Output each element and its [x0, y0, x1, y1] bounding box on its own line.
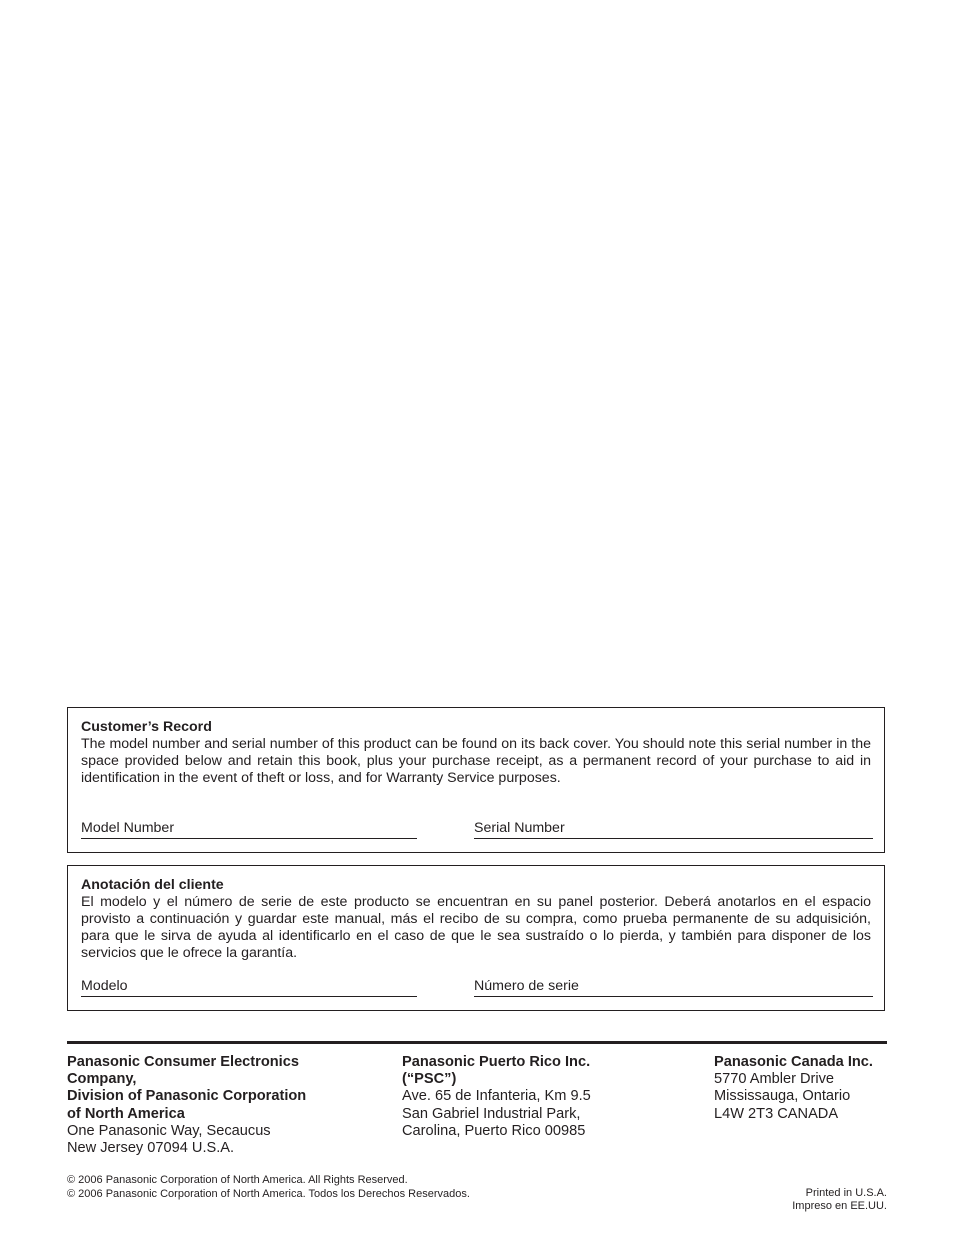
address-line: (“PSC”) — [402, 1071, 457, 1088]
address-line: L4W 2T3 CANADA — [714, 1105, 839, 1122]
numero-de-serie-field[interactable] — [474, 978, 873, 997]
modelo-field[interactable] — [81, 978, 417, 997]
printed-en: Printed in U.S.A. — [805, 1187, 887, 1199]
address-line: Panasonic Canada Inc. — [714, 1054, 873, 1070]
address-line: Division of Panasonic Corporation — [67, 1088, 307, 1105]
address-panasonic-puerto-rico — [402, 1054, 662, 1140]
model-number-label: Model Number — [81, 820, 175, 836]
address-line: Ave. 65 de Infanteria, Km 9.5 — [402, 1088, 591, 1105]
copyright-es: © 2006 Panasonic Corporation of North America. Todos los Derechos Reservados. — [67, 1187, 470, 1200]
address-panasonic-canada — [714, 1054, 894, 1123]
anotacion-cliente-box — [67, 865, 885, 1011]
address-panasonic-usa — [67, 1054, 367, 1157]
address-line: One Panasonic Way, Secaucus — [67, 1122, 271, 1139]
anotacion-body: El modelo y el número de serie de este producto se encuentran en su panel posterior. Deberá anotarlos en el espacio provisto a continuación y guardar este manual, más el recibo de su compra, como prueba permanente de su adquisición, para que le sirva de ayuda al identificarlo en el caso de que le sea sustraído o lo pierda, y también para disponer de los servicios que le ofrece la garantía. — [81, 894, 871, 961]
customers-record-body: The model number and serial number of this product can be found on its back cover. You should note this serial number in the space provided below and retain this book, plus your purchase receipt, as a permanent record of your purchase to aid in identification in the event of theft or loss, and for Warranty Service purposes. — [81, 736, 871, 786]
address-line: Mississauga, Ontario — [714, 1088, 851, 1105]
address-line: Company, — [67, 1071, 137, 1088]
address-line: Panasonic Consumer Electronics — [67, 1054, 299, 1070]
anotacion-title: Anotación del cliente — [81, 877, 224, 893]
address-line: 5770 Ambler Drive — [714, 1071, 835, 1088]
serial-number-field[interactable] — [474, 820, 873, 839]
model-number-field[interactable] — [81, 820, 417, 839]
serial-number-label: Serial Number — [474, 820, 565, 836]
printed-in — [792, 1187, 887, 1212]
address-line: New Jersey 07094 U.S.A. — [67, 1140, 235, 1157]
address-line: Carolina, Puerto Rico 00985 — [402, 1122, 586, 1139]
customers-record-box — [67, 707, 885, 853]
copyright-en: © 2006 Panasonic Corporation of North America. All Rights Reserved. — [67, 1174, 408, 1186]
address-line: of North America — [67, 1105, 185, 1122]
numero-de-serie-label: Número de serie — [474, 978, 579, 994]
customers-record-title: Customer’s Record — [81, 719, 212, 735]
copyright-notice — [67, 1174, 470, 1201]
divider-rule — [67, 1041, 887, 1044]
address-line: San Gabriel Industrial Park, — [402, 1105, 581, 1122]
modelo-label: Modelo — [81, 978, 128, 994]
address-line: Panasonic Puerto Rico Inc. — [402, 1054, 591, 1070]
printed-es: Impreso en EE.UU. — [792, 1199, 887, 1212]
